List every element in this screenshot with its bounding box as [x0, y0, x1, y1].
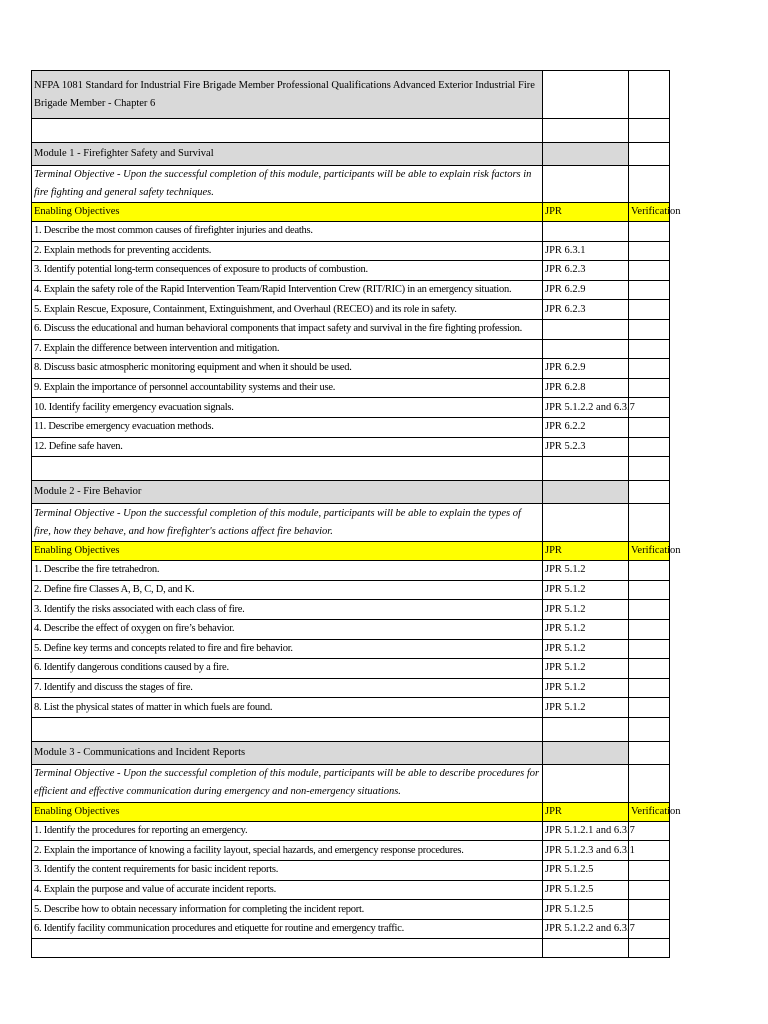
objective-row [32, 561, 670, 581]
verification-cell[interactable] [629, 417, 670, 437]
objective-text[interactable]: 5. Explain Rescue, Exposure, Containment, Extinguishment, and Overhaul (RECEO) and its role in safety. [32, 300, 543, 320]
verification-cell[interactable] [629, 241, 670, 261]
cell[interactable] [629, 457, 670, 481]
enabling-objectives-header[interactable]: Enabling Objectives [32, 203, 543, 222]
objective-text[interactable]: 5. Define key terms and concepts related to fire and fire behavior. [32, 639, 543, 659]
objective-text[interactable]: 4. Describe the effect of oxygen on fire’s behavior. [32, 619, 543, 639]
verification-cell[interactable] [629, 580, 670, 600]
verification-header[interactable]: Verification [629, 542, 670, 561]
cell[interactable] [32, 939, 543, 958]
spacer-row [32, 939, 670, 958]
terminal-objective-row [32, 504, 670, 542]
cell[interactable] [629, 166, 670, 203]
verification-cell[interactable] [629, 280, 670, 300]
verification-cell[interactable] [629, 880, 670, 900]
objective-row [32, 659, 670, 679]
jpr-reference[interactable]: JPR 6.2.3 [543, 261, 629, 281]
objective-text[interactable]: 8. Discuss basic atmospheric monitoring equipment and when it should be used. [32, 359, 543, 379]
jpr-reference[interactable]: JPR 5.1.2.5 [543, 861, 629, 881]
objective-text[interactable]: 3. Identify the content requirements for basic incident reports. [32, 861, 543, 881]
cell[interactable] [629, 143, 670, 166]
objective-text[interactable]: 8. List the physical states of matter in which fuels are found. [32, 698, 543, 718]
objective-row [32, 378, 670, 398]
verification-cell[interactable] [629, 619, 670, 639]
jpr-reference[interactable] [543, 319, 629, 339]
verification-cell[interactable] [629, 659, 670, 679]
jpr-reference[interactable]: JPR 5.1.2.3 and 6.3.1 [543, 841, 629, 861]
objective-row [32, 319, 670, 339]
objective-row [32, 359, 670, 379]
jpr-header[interactable]: JPR [543, 802, 629, 821]
objective-row [32, 339, 670, 359]
cell[interactable] [32, 119, 543, 143]
verification-cell[interactable] [629, 359, 670, 379]
cell[interactable] [543, 504, 629, 542]
enabling-objectives-header-row [32, 542, 670, 561]
objectives-table-body [32, 71, 681, 958]
objective-row [32, 600, 670, 620]
verification-cell[interactable] [629, 261, 670, 281]
jpr-reference[interactable]: JPR 6.2.8 [543, 378, 629, 398]
jpr-reference[interactable]: JPR 5.1.2 [543, 561, 629, 581]
objective-row [32, 619, 670, 639]
objective-row [32, 639, 670, 659]
module-heading-row [32, 481, 670, 504]
cell[interactable] [629, 71, 670, 119]
terminal-objective[interactable]: Terminal Objective - Upon the successful completion of this module, participants will be able to explain the types of fire, how they behave, and how firefighter's actions affect fire behavior. [32, 504, 543, 542]
terminal-objective[interactable]: Terminal Objective - Upon the successful completion of this module, participants will be able to describe procedures for efficient and effective communication during emergency and non-emergency situations. [32, 764, 543, 802]
objective-row [32, 900, 670, 920]
objective-text[interactable]: 2. Explain methods for preventing accidents. [32, 241, 543, 261]
objective-text[interactable]: 3. Identify the risks associated with each class of fire. [32, 600, 543, 620]
objective-row [32, 698, 670, 718]
spacer-row [32, 457, 670, 481]
verification-cell[interactable] [629, 698, 670, 718]
objective-row [32, 580, 670, 600]
verification-cell[interactable] [629, 222, 670, 242]
cell[interactable] [543, 143, 629, 166]
objective-row [32, 841, 670, 861]
cell[interactable] [543, 939, 629, 958]
objective-row [32, 417, 670, 437]
document-title[interactable]: NFPA 1081 Standard for Industrial Fire Brigade Member Professional Qualifications Advanced Exterior Industrial Fire Brigade Member - Chapter 6 [32, 71, 543, 119]
terminal-objective[interactable]: Terminal Objective - Upon the successful completion of this module, participants will be able to explain risk factors in fire fighting and general safety techniques. [32, 166, 543, 203]
cell[interactable] [629, 764, 670, 802]
enabling-objectives-header-row [32, 203, 670, 222]
verification-cell[interactable] [629, 339, 670, 359]
objective-row [32, 398, 670, 418]
objective-text[interactable]: 6. Discuss the educational and human behavioral components that impact safety and survival in the fire fighting profession. [32, 319, 543, 339]
verification-cell[interactable] [629, 561, 670, 581]
verification-cell[interactable] [629, 900, 670, 920]
jpr-reference[interactable]: JPR 5.1.2.2 and 6.3.7 [543, 919, 629, 939]
objective-text[interactable]: 12. Define safe haven. [32, 437, 543, 457]
enabling-objectives-header-row [32, 802, 670, 821]
objective-text[interactable]: 1. Identify the procedures for reporting an emergency. [32, 821, 543, 841]
enabling-objectives-header[interactable]: Enabling Objectives [32, 542, 543, 561]
cell[interactable] [629, 119, 670, 143]
module-heading-row [32, 741, 670, 764]
cell[interactable] [543, 119, 629, 143]
jpr-reference[interactable]: JPR 6.3.1 [543, 241, 629, 261]
verification-header[interactable]: Verification [629, 203, 670, 222]
verification-header[interactable]: Verification [629, 802, 670, 821]
objective-row [32, 261, 670, 281]
objective-row [32, 222, 670, 242]
objectives-table [31, 70, 681, 958]
objective-row [32, 678, 670, 698]
jpr-reference[interactable]: JPR 5.1.2 [543, 600, 629, 620]
objective-text[interactable]: 5. Describe how to obtain necessary information for completing the incident report. [32, 900, 543, 920]
cell[interactable] [32, 457, 543, 481]
objective-text[interactable]: 11. Describe emergency evacuation methods. [32, 417, 543, 437]
spacer-row [32, 717, 670, 741]
jpr-reference[interactable]: JPR 6.2.3 [543, 300, 629, 320]
objective-row [32, 919, 670, 939]
jpr-reference[interactable] [543, 339, 629, 359]
jpr-reference[interactable]: JPR 5.1.2 [543, 659, 629, 679]
objective-text[interactable]: 2. Define fire Classes A, B, C, D, and K. [32, 580, 543, 600]
verification-cell[interactable] [629, 437, 670, 457]
jpr-reference[interactable]: JPR 6.2.9 [543, 359, 629, 379]
jpr-reference[interactable]: JPR 5.1.2 [543, 580, 629, 600]
terminal-objective-row [32, 764, 670, 802]
jpr-reference[interactable]: JPR 5.1.2.2 and 6.3.7 [543, 398, 629, 418]
verification-cell[interactable] [629, 600, 670, 620]
objective-text[interactable]: 3. Identify potential long-term consequences of exposure to products of combustion. [32, 261, 543, 281]
cell[interactable] [543, 71, 629, 119]
objective-text[interactable]: 1. Describe the fire tetrahedron. [32, 561, 543, 581]
verification-cell[interactable] [629, 319, 670, 339]
title-row [32, 71, 670, 119]
jpr-reference[interactable] [543, 222, 629, 242]
objective-text[interactable]: 6. Identify dangerous conditions caused by a fire. [32, 659, 543, 679]
cell[interactable] [543, 741, 629, 764]
objective-text[interactable]: 1. Describe the most common causes of firefighter injuries and deaths. [32, 222, 543, 242]
jpr-reference[interactable]: JPR 5.1.2 [543, 639, 629, 659]
cell[interactable] [629, 481, 670, 504]
spacer-row [32, 119, 670, 143]
objective-text[interactable]: 4. Explain the purpose and value of accurate incident reports. [32, 880, 543, 900]
module-heading-row [32, 143, 670, 166]
objective-row [32, 437, 670, 457]
cell[interactable] [543, 166, 629, 203]
enabling-objectives-header[interactable]: Enabling Objectives [32, 802, 543, 821]
objective-row [32, 241, 670, 261]
objective-text[interactable]: 7. Explain the difference between intervention and mitigation. [32, 339, 543, 359]
objective-row [32, 821, 670, 841]
jpr-header[interactable]: JPR [543, 542, 629, 561]
jpr-reference[interactable]: JPR 5.1.2.5 [543, 880, 629, 900]
verification-cell[interactable] [629, 378, 670, 398]
objective-text[interactable]: 7. Identify and discuss the stages of fire. [32, 678, 543, 698]
cell[interactable] [629, 504, 670, 542]
jpr-header[interactable]: JPR [543, 203, 629, 222]
verification-cell[interactable] [629, 300, 670, 320]
jpr-reference[interactable]: JPR 5.1.2 [543, 698, 629, 718]
objective-row [32, 880, 670, 900]
objective-text[interactable]: 6. Identify facility communication procedures and etiquette for routine and emergency traffic. [32, 919, 543, 939]
objective-text[interactable]: 2. Explain the importance of knowing a facility layout, special hazards, and emergency response procedures. [32, 841, 543, 861]
cell[interactable] [543, 457, 629, 481]
module-title[interactable]: Module 3 - Communications and Incident Reports [32, 741, 543, 764]
objective-row [32, 280, 670, 300]
cell[interactable] [629, 717, 670, 741]
jpr-reference[interactable]: JPR 6.2.9 [543, 280, 629, 300]
verification-cell[interactable] [629, 639, 670, 659]
objective-text[interactable]: 10. Identify facility emergency evacuation signals. [32, 398, 543, 418]
verification-cell[interactable] [629, 678, 670, 698]
cell[interactable] [629, 939, 670, 958]
objective-text[interactable]: 4. Explain the safety role of the Rapid Intervention Team/Rapid Intervention Crew (RIT/RIC) in an emergency situation. [32, 280, 543, 300]
jpr-reference[interactable]: JPR 5.1.2 [543, 619, 629, 639]
cell[interactable] [543, 717, 629, 741]
jpr-reference[interactable]: JPR 6.2.2 [543, 417, 629, 437]
cell[interactable] [32, 717, 543, 741]
cell[interactable] [543, 764, 629, 802]
jpr-reference[interactable]: JPR 5.2.3 [543, 437, 629, 457]
objective-row [32, 300, 670, 320]
jpr-reference[interactable]: JPR 5.1.2.1 and 6.3.7 [543, 821, 629, 841]
objective-row [32, 861, 670, 881]
jpr-reference[interactable]: JPR 5.1.2 [543, 678, 629, 698]
module-title[interactable]: Module 1 - Firefighter Safety and Survival [32, 143, 543, 166]
terminal-objective-row [32, 166, 670, 203]
module-title[interactable]: Module 2 - Fire Behavior [32, 481, 543, 504]
verification-cell[interactable] [629, 861, 670, 881]
cell[interactable] [543, 481, 629, 504]
jpr-reference[interactable]: JPR 5.1.2.5 [543, 900, 629, 920]
cell[interactable] [629, 741, 670, 764]
objective-text[interactable]: 9. Explain the importance of personnel accountability systems and their use. [32, 378, 543, 398]
